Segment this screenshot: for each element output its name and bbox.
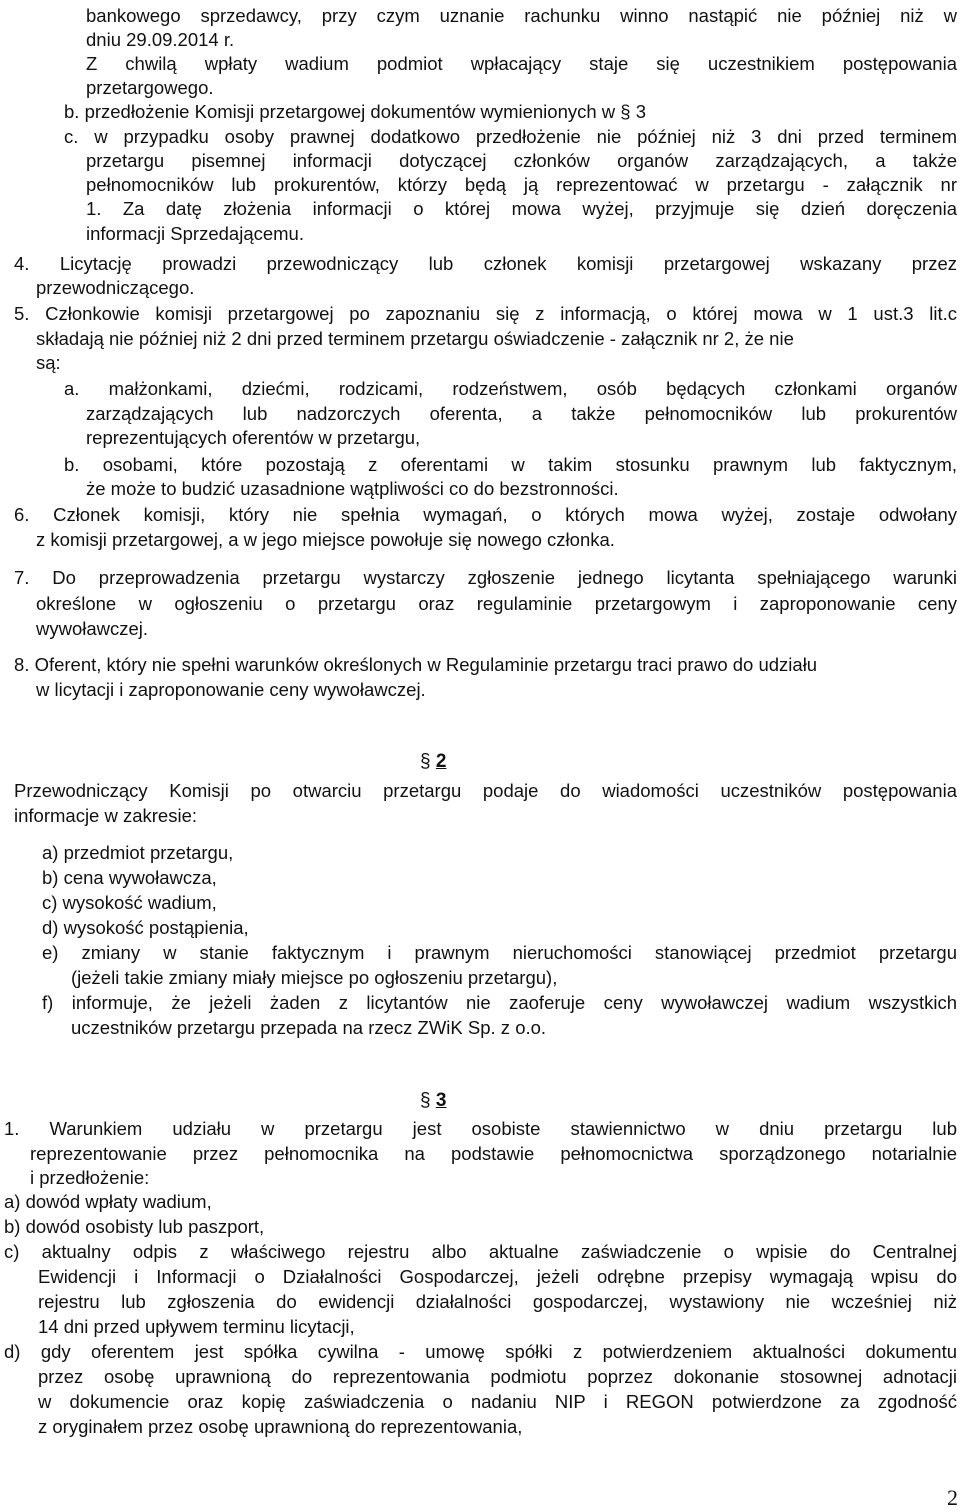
text-line: pełnomocników lub prokurentów, którzy będą ją reprezentować w przetargu - załącznik nr	[86, 174, 957, 195]
text-line: przetargu pisemnej informacji dotyczącej członków organów zarządzających, a także	[86, 150, 957, 171]
text-line: 6. Członek komisji, który nie spełnia wymagań, o których mowa wyżej, zostaje odwołany	[14, 504, 957, 525]
section-symbol: §	[420, 1090, 431, 1111]
text-line: informacji Sprzedającemu.	[86, 223, 304, 244]
text-line: reprezentujących oferentów w przetargu,	[86, 427, 421, 448]
text-line: składają nie później niż 2 dni przed terminem przetargu oświadczenie - załącznik nr 2, że nie	[36, 328, 794, 349]
text-line: c) wysokość wadium,	[42, 892, 217, 913]
text-line: d) wysokość postąpienia,	[42, 917, 249, 938]
text-line: że może to budzić uzasadnione wątpliwości co do bezstronności.	[86, 478, 619, 499]
page-number: 2	[947, 1485, 958, 1510]
text-line: z oryginałem przez osobę uprawnioną do reprezentowania,	[38, 1416, 523, 1437]
section-symbol: §	[420, 751, 431, 772]
text-line: f) informuje, że jeżeli żaden z licytantów nie zaoferuje ceny wywoławczej wadium wszystkich	[42, 992, 957, 1013]
text-line: Przewodniczący Komisji po otwarciu przetargu podaje do wiadomości uczestników postępowania	[14, 780, 957, 801]
text-line: 4. Licytację prowadzi przewodniczący lub członek komisji przetargowej wskazany przez	[14, 253, 957, 274]
text-line: informacje w zakresie:	[14, 805, 198, 826]
text-line: wywoławczej.	[36, 618, 149, 639]
text-line: reprezentowanie przez pełnomocnika na podstawie pełnomocnictwa sporządzonego notarialnie	[30, 1143, 957, 1164]
text-line: (jeżeli takie zmiany miały miejsce po ogłoszeniu przetargu),	[71, 967, 558, 988]
text-line: Ewidencji i Informacji o Działalności Gospodarczej, jeżeli odrębne przepisy wymagają wpisu do	[38, 1266, 957, 1287]
text-line: bankowego sprzedawcy, przy czym uznanie rachunku winno nastąpić nie później niż w	[86, 5, 957, 26]
text-line: w dokumencie oraz kopię zaświadczenia o nadaniu NIP i REGON potwierdzone za zgodność	[38, 1391, 957, 1412]
text-line: 8. Oferent, który nie spełni warunków określonych w Regulaminie przetargu traci prawo do udziału	[14, 654, 818, 675]
section-heading-3	[420, 1089, 446, 1113]
text-line: e) zmiany w stanie faktycznym i prawnym nieruchomości stanowiącej przedmiot przetargu	[42, 942, 957, 963]
text-line: są:	[36, 352, 61, 373]
text-line: 5. Członkowie komisji przetargowej po zapoznaniu się z informacją, o której mowa w 1 ust.3 lit.c	[14, 303, 957, 324]
text-line: rejestru lub zgłoszenia do ewidencji działalności gospodarczej, wystawiony nie wcześniej niż	[38, 1291, 957, 1312]
section-number: 2	[435, 751, 447, 772]
text-line: zarządzających lub nadzorczych oferenta, a także pełnomocników lub prokurentów	[86, 403, 957, 424]
text-line: a. małżonkami, dziećmi, rodzicami, rodzeństwem, osób będących członkami organów	[64, 378, 957, 399]
text-line: 1. Za datę złożenia informacji o której mowa wyżej, przyjmuje się dzień doręczenia	[86, 198, 957, 219]
text-line: b. przedłożenie Komisji przetargowej dokumentów wymienionych w § 3	[64, 101, 647, 122]
text-line: przewodniczącego.	[36, 277, 195, 298]
text-line: określone w ogłoszeniu o przetargu oraz regulaminie przetargowym i zaproponowanie ceny	[36, 593, 957, 614]
section-heading-2	[420, 750, 446, 774]
text-line: uczestników przetargu przepada na rzecz ZWiK Sp. z o.o.	[71, 1017, 547, 1038]
text-line: dniu 29.09.2014 r.	[86, 29, 235, 50]
section-number: 3	[435, 1090, 447, 1111]
text-line: a) dowód wpłaty wadium,	[4, 1191, 212, 1212]
text-line: w licytacji i zaproponowanie ceny wywoławczej.	[36, 679, 426, 700]
text-line: z komisji przetargowej, a w jego miejsce powołuje się nowego członka.	[36, 529, 615, 550]
text-line: c. w przypadku osoby prawnej dodatkowo przedłożenie nie później niż 3 dni przed terminem	[64, 126, 957, 147]
text-line: b) cena wywoławcza,	[42, 867, 217, 888]
text-line: b. osobami, które pozostają z oferentami w takim stosunku prawnym lub faktycznym,	[64, 454, 957, 475]
text-line: a) przedmiot przetargu,	[42, 842, 234, 863]
text-line: c) aktualny odpis z właściwego rejestru albo aktualne zaświadczenie o wpisie do Centralnej	[4, 1241, 957, 1262]
text-line: przez osobę uprawnioną do reprezentowania podmiotu poprzez dokonanie stosownej adnotacji	[38, 1366, 957, 1387]
text-line: Z chwilą wpłaty wadium podmiot wpłacający staje się uczestnikiem postępowania	[86, 53, 957, 74]
text-line: 14 dni przed upływem terminu licytacji,	[38, 1316, 355, 1337]
text-line: i przedłożenie:	[30, 1167, 150, 1188]
text-line: 1. Warunkiem udziału w przetargu jest osobiste stawiennictwo w dniu przetargu lub	[4, 1118, 957, 1139]
text-line: d) gdy oferentem jest spółka cywilna - umowę spółki z potwierdzeniem aktualności dokumentu	[4, 1341, 957, 1362]
text-line: b) dowód osobisty lub paszport,	[4, 1216, 265, 1237]
text-line: przetargowego.	[86, 77, 214, 98]
text-line: 7. Do przeprowadzenia przetargu wystarczy zgłoszenie jednego licytanta spełniającego warunki	[14, 567, 957, 588]
